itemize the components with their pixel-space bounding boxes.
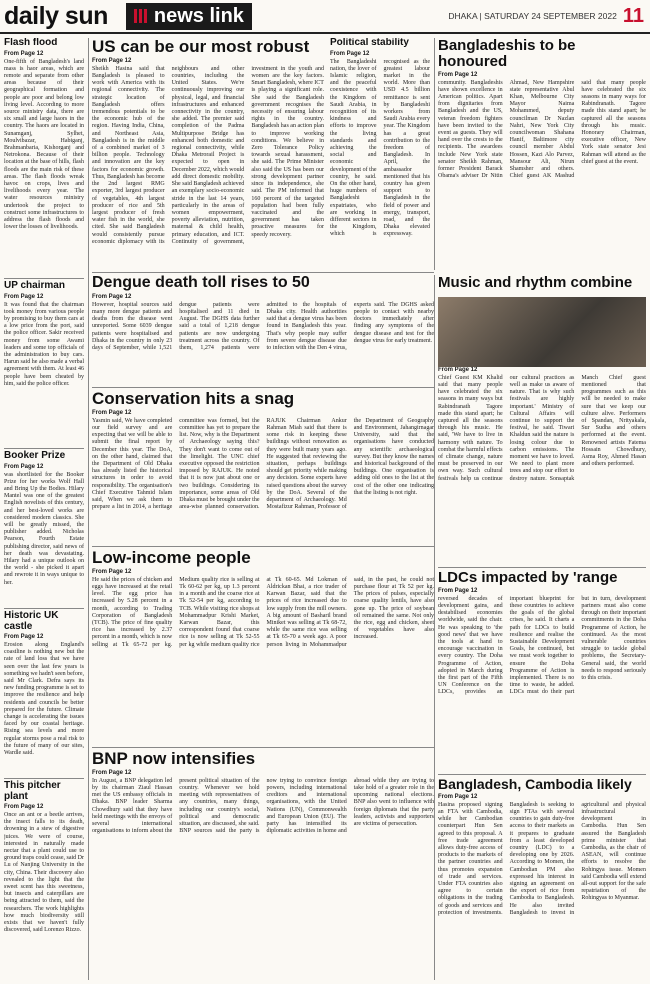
story-body: However, hospital sources said many more dengue patients and deaths from the disease went unreported. Some 6039 dengue patients were hospitalised and Dhaka in the country in only 23 days of September, while 1,521 dengue patients were hospitalised and 11 died in August. The DGHS data further said a total of 1,218 dengue patients are now undergoing treatment across the country. Of them, 1,274 patients were admitted to the hospitals of Dhaka city. Health authorities said that a dengue virus has been found in Bangladesh this year. That's why people may suffer from severe dengue disease due to infection with the Den 4 virus, experts said. The DGHS asked people to contact with nearby doctors immediately after finding any symptoms of the dengue disease and test for the dengue virus for early treatment. — [92, 301, 434, 352]
side-story-body: It was found that the chairman took money from various people by promising to buy them cars at a low price from the port, said the police officer. Sakir received money from some Awami leaders and some top officials of the administration to buy cars. Harun said he also made a verbal agreement with them. At least 46 people have been cheated by him, said the police officer. — [4, 301, 84, 387]
story-body: community. Bangladeshis have shown excellence in American politics. Apart from dignitaries from Bangladesh and the US, veteran freedom fighters have been invited to the event as guests. They will hand over the crests to the recipients. The awardees include New York state senator Sheikh Rahman, former President Barack Obama's adviser Dr Nitin Ahmad, New Hampshire state representative Abul Khan, Melbourne City Mayor Naima Mohammed, deputy councilman Dr Nazlan Nahri, New York City councilwoman Shahana Hanif, Baltimore city council member Abdul Hossen, Kazi Alo Parvez, Mansour Ali, Nirun Shamsher and others. Chief guest AK Mashud said that many people have celebrated the six seasons in many ways for Rabindranath. Tagore made this stand apart; he captured all the seasons through his music. Honorary Chairman, executive officer, New York state senator Jesi Rahman will attend as the chief guest at the event. — [438, 79, 646, 180]
page-number: 11 — [622, 4, 644, 27]
headline: Low-income people — [92, 549, 251, 567]
headline: BNP now intensifies — [92, 750, 256, 768]
continued-from: From Page 12 — [4, 804, 44, 810]
continued-from: From Page 12 — [4, 634, 44, 640]
continued-from: From Page 12 — [4, 463, 44, 470]
headline: US can be our most robust — [92, 38, 310, 56]
continued-from: From Page 12 — [92, 409, 132, 416]
side-story-body: One-fifth of Bangladesh's land mass is haor areas, which are remote and separate from other areas because of their geographical formation and people are poor and belong low living level. According to more source ministry data, there are six small and large haors in the country. The haors are located in Sunamganj, Sylhet, Moulvibazar, Habiganj, Brahmanbaria, Kishorganj and Netrokona. Because of their location at the base of hills, flash floods are the main risk of these areas. The flash floods wreak havoc on crops, lives and livelihoods every year. The water resources ministry undertook the project to construct some infrastructures to address the flash floods and lower the losses of livelihoods. — [4, 58, 84, 231]
headline: Conservation hits a snag — [92, 390, 295, 408]
masthead — [0, 0, 650, 34]
side-story-title: Flash flood — [4, 38, 58, 48]
continued-from: From Page 12 — [92, 57, 132, 64]
side-story-title: Booker Prize — [4, 450, 66, 461]
side-story-title: Historic UK castle — [4, 610, 59, 632]
side-story-body: was shortlisted for the Booker Prize for her works Wolf Hall and Bring Up the Bodies. Hilary Mantel was one of the greatest English novelists of this century, and her best-loved works are considered modern classics. She will be greatly missed, the publisher added. Nicholas Pearson, Fourth Estate publishing director, said news of her death was devastating. Hilary had a unique outlook on the world - she picked it apart and rewrote it in ways unique to her. — [4, 471, 84, 586]
story-body: In August, a BNP delegation led by its chairman Ziaul Hassan met the US embassy officials in Dhaka. BNP leader Sharma Chowdhury said that they have held meetings with the envoys of several international organisations to inform about the present political situation of the country. Whenever we hold meeting with representatives of any countries, many things, including our country's social, political and democratic situation, are discussed, she said. BNP sources said the party is now trying to convince foreign powers, including international creditors and international organisations, with the United Nations (UN), Commonwealth and European Union (EU). The party has intensified its diplomatic activities in home and abroad while they are trying to take hold of a greater role in the upcoming national elections. BNP also went to influence with foreign diplomats that the party leaders, activists and supporters are victims of persecution. — [92, 777, 434, 835]
continued-from: From Page 12 — [4, 293, 44, 300]
sidebar — [4, 38, 84, 980]
music-photo — [438, 297, 646, 367]
bars-icon — [134, 9, 148, 23]
story-body: reversed decades of development gains, and destabilised economies worldwide, said the chair. He was speaking to 'the good news' that we have the tools at hand to encourage vaccination in every country. The Doha Programme of Action, adopted in March during the first part of the Fifth UN Conference on the LDCs, provides an important blueprint for these countries to achieve the goals of the global crises, he said. It charts a path for LDCs to build resilience and realise the Sustainable Development Goals, he continued, but we must work together to ensure the Doha Programme of Action is implemented. There is no time to waste, he added. LDCs must do their part but in turn, development partners must also come through on their important commitments in the Doha Programme of Action, he continued. As the most vulnerable countries struggle to tackle global problems, the Secretary-General said, the world needs to respond seriously to this crisis. — [438, 595, 646, 696]
section-banner — [126, 3, 252, 30]
continued-from: From Page 12 — [438, 793, 478, 800]
continued-from: From Page 12 — [438, 587, 478, 594]
side-story-body: Once an ant or a beetle arrives, the insect falls to its death, drowning in a stew of digestive juices. We were of course, interested in naturally made nectar that a plant could use to ground traps could cease, said Dr Lu of Nanjing University in the city, China. Their discovery also revealed to the light that the sweet scent has this sweetness, but insects and caterpillars are being attracted to them, said the researchers. The work highlights how much biodiversity still exists that we haven't fully discovered, said Lorenzo Rizzo. — [4, 812, 84, 934]
story-body: Chief Guest KM Khalid said that many people have celebrated the six seasons in many ways but Rabindranath Tagore made this stand apart; he captured all the seasons through his music. He said, 'We have to live in harmony with nature. To combat the harmful effects of climate change, nature must be preserved in our own way. Such cultural festivals help us continue our cultural practices as well as make us aware of nature. That is why such festivals are highly important.' Ministry of Cultural Affairs will continue to support the festival, he said. Tiwari Khaldun said the nature is losing colour due to carbon emissions. The moment we have to loved. We need to plant more trees and stop our effort to destroy nature. Sonsaptak Manch Chief guest mentioned that programmes such as this will be needed to make sure that we keep our culture alive. Performers of Spandan, Nrityakala, Sur Sudha and others performed at the event. Renowned artists Fatema Hossain Chowdhury, Asma Roy, Ahmed Hasan and others performed. — [438, 374, 646, 482]
side-story-pitcher — [4, 778, 84, 978]
side-story-up-chairman — [4, 278, 84, 448]
side-story-castle — [4, 608, 84, 778]
story-low-income — [92, 549, 434, 745]
headline: LDCs impacted by 'range — [438, 570, 618, 586]
continued-from: From Page 12 — [92, 293, 132, 300]
side-story-title: This pitcher plant — [4, 780, 61, 802]
side-story-body: Erosion along England's coastline is nothing new but the rate of land loss that we have seen over the last few years is something we hadn't seen before, said Mr Clark. Defra says its new funding programme is set to improve the resilience and help residents and councils be better prepared for the future. Climate change is accelerating the issues faced by our coastal heritage. Rising sea levels and more regular storms pose a real risk to the future of many of our sites, Wardle said. — [4, 642, 84, 757]
story-body: He said the prices of chicken and eggs have increased at the retail level. The egg price has increased by 5.28 percent in a month, according to Trading Corporation of Bangladesh (TCB). The price of fine quality rice has increased by 2.37 percent in a month, which is now selling at Tk 65-72 per kg. Medium quality rice is selling at Tk 60-62 per kg, up 1.3 percent in a month and the coarse rice at Tk 52-54 per kg, according to TCB. While visiting rice shops at Mohammadpur Krishi Market, Karwan Bazar, this correspondent found that coarse rice is now selling at Tk 52-55 per kg while medium quality rice at Tk 60-65. Md Lokman of Aldrickan Bhai, a rice trader of Karwan Bazar, said that the prices of rice increased due to low supply from the mill owners. A big amount of Basharil brand Miniket was selling at Tk 68-72, while the same rice was selling at Tk 65-70 a week ago. A poor person living in Mohammadpur said, in the past, he could not purchase flour at Tk 52 per kg. The prices of pulses, especially coarse quality lentils, have also gone up. The price of soybean oil remained the same. Not only the rice, egg and chicken, sheet of vegetables have also increased. — [92, 576, 434, 648]
continued-from: From Page 12 — [92, 769, 132, 776]
story-conservation — [92, 390, 434, 544]
story-body: Hasina proposed signing an FTA with Cambodia, while her Cambodian counterpart Hun Sen agreed to this proposal. A free trade agreement allows duty-free access of products to the markets of the partner countries and thus promotes expansion of trade and services. Under FTA countries also agree to certain obligations in the trading of goods and services and protection of investments. Bangladesh is seeking to sign FTAs with several countries to gain duty-free access to their markets as it prepares to graduate from a least developed country (LDC) to a developing one by 2026. According to Momen, the Cambodian PM also expressed his interest in signing an agreement on the export of rice from Cambodia to Bangladesh. He also invited Bangladesh to invest in agricultural and physical infrastructural development in Cambodia. Hun Sen assured the Bangladesh prime minister that Cambodia, as the chair of ASEAN, will continue efforts to resolve the Rohingya issue. Momen said Cambodia will extend all-out support for the safe repatriation of the Rohingyas to Myanmar. — [438, 801, 646, 916]
story-cambodia — [438, 777, 646, 980]
continued-from: From Page 12 — [330, 50, 370, 57]
story-dengue — [92, 275, 434, 385]
continued-from: From Page 12 — [438, 366, 478, 373]
story-ldc — [438, 570, 646, 772]
continued-from: From Page 12 — [4, 50, 44, 57]
headline: Bangladesh, Cambodia likely — [438, 777, 632, 792]
newspaper-logo: daily sun — [4, 1, 108, 30]
side-story-flash-flood — [4, 38, 84, 278]
headline: Political stability — [330, 38, 409, 48]
side-story-title: UP chairman — [4, 280, 65, 291]
story-honoured — [438, 38, 646, 270]
dateline: DHAKA | SATURDAY 24 SEPTEMBER 2022 — [448, 11, 617, 21]
headline: Dengue death toll rises to 50 — [92, 275, 310, 291]
section-title: news link — [153, 4, 244, 27]
story-political-stability — [330, 38, 430, 270]
continued-from: From Page 12 — [92, 568, 132, 575]
story-us-robust — [92, 38, 324, 270]
continued-from: From Page 12 — [438, 71, 478, 78]
headline: Music and rhythm combine — [438, 275, 633, 291]
side-story-booker — [4, 448, 84, 608]
headline: Bangladeshis to be honoured — [438, 38, 576, 70]
story-bnp — [92, 750, 434, 980]
story-body: Yasmin said, We have completed our field survey and are expecting that we will be able to submit the final report by December this year. The DoA, on the other hand, claimed that the Department of Old Dhaka has already listed the historical structures in order to avoid responsibility. The organisation's Chief Executive Tahmid Islam said, When we ask them to prepare a list in 2014, a heritage committee was formed, but the committee has yet to prepare the list. Now, why is the Department of Archaeology saying this? They don't want to come out of the limelight. The UNC chief executive opposed the restriction imposed by RAJUK. He noted that it is now just about one or two buildings. Considering its importance, some areas of Old Dhaka must be brought under the area-wise planned conservation. RAJUK Chairman Ankur Rahman Miah said that there is some risk in keeping these buildings without renovation as they were built many years ago. He suggested that reviewing the situation, perhaps buildings should get priority while making any decision. Some experts have raised questions about the survey by the DoA. Several of the department of Archaeology. Md Mostafizur Rahman, Professor of the Department of Geography and Environment, Jahangirnagar University, said that the organisations have conducted any scientific archaeological survey. But they know the names and historical background of the buildings. One organisation is adding old ones to the list at the cost of the other one indicating that the listing is not right. — [92, 417, 434, 511]
story-body: Sheikh Hasina said that Bangladesh is pleased to work with America with its regional connectivity. The strategic location of Bangladesh offers tremendous potentials to be the economic hub of the region. Having India, China, and Northeast Asia, Bangladesh is in the middle of a combined market of 3 billion people. Technology and innovation are the key factors for economic growth. Thus, Bangladesh has become the 2nd largest RMG exporter, 3rd largest producer of vegetables, 4th largest producer of rice and 5th largest producer of fresh water fish in the world, she cited. She said Bangladesh would consistently pursue economic diplomacy with its neighbours and other countries, including the United States. We're continuously improving our physical, legal, and financial infrastructures and enhanced connectivity in the country, she added. The premier said completion of the Padma Multipurpose Bridge has enhanced both domestic and regional connectivity, while Dhaka Metrorail Project is expected to open in December 2022, which would add direct domestic mobility. She said Bangladesh achieved an exemplary socio-economic stride in the last 14 years, particularly in the areas of women empowerment, poverty alleviation, nutrition, maternal & child health, primary education, and ICT. Continuity of government, investment in the youth and women are the key factors. Smart Bangladesh, where ICT is playing a significant role. She said the Bangladesh government recognises the necessity of ensuring labour rights in the country. Bangladesh has an action plan to improve working conditions. We believe in Zero Tolerance Policy towards sexual harassment, she said. The Prime Minister also said the US has been our strong development partner since its independence, she said. The PM informed that 160 percent of the targeted population had been fully vaccinated and the government has taken proactive measures for speedy recovery. — [92, 65, 324, 245]
story-music — [438, 275, 646, 565]
story-body: The Bangladeshi nation, the lover of Islamic religion, and the peaceful coexistence with the Kingdom of Saudi Arabia, in recognition of its kindness and efforts to improve the living standards and achieving the social and economic development of the country, he said. On the other hand, huge numbers of Bangladeshi expatriates, who are working in different sectors in the Kingdom, which is recognised as the greatest labour market in the world. More than USD 4.5 billion remittance is sent by Bangladeshi workers from Saudi Arabia every year. The Kingdom has a great contribution to the freedom of Bangladesh. In April, the ambassador mentioned that his country has given support to Bangladesh in the field of power and energy, transport, road, and the Dhaka elevated expressway. — [330, 58, 430, 238]
